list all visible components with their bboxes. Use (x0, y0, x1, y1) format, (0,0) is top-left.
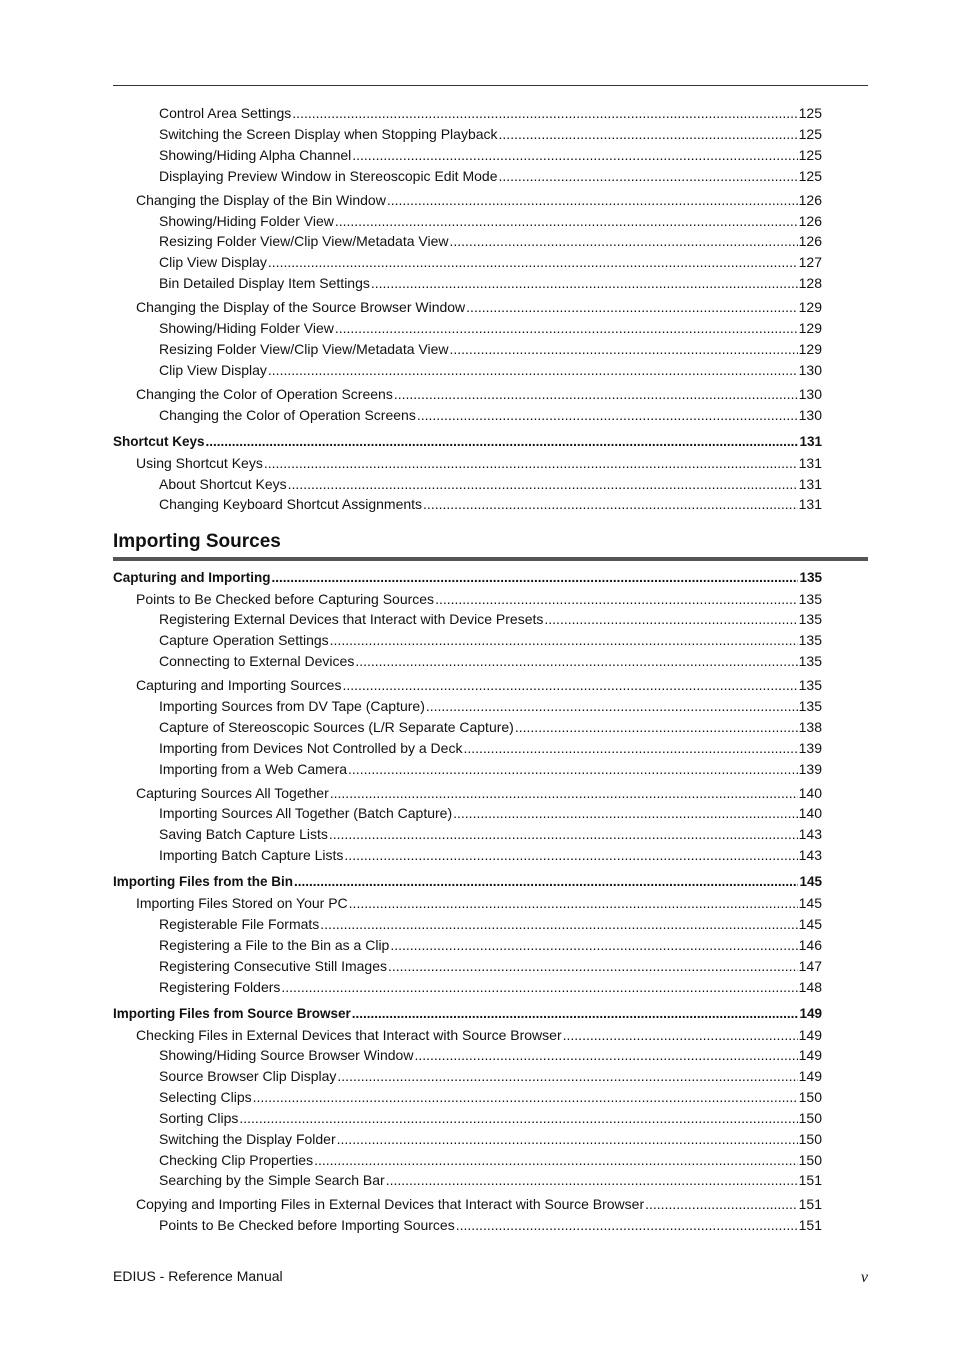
toc-entry-page: 135 (798, 632, 822, 648)
toc-entry-title: Source Browser Clip Display (159, 1068, 337, 1084)
toc-entry-page: 126 (798, 192, 822, 208)
toc-subentry[interactable] (159, 1150, 822, 1170)
toc-entry-page: 135 (798, 611, 822, 627)
toc-entry-title: Changing the Display of the Source Browser Window (136, 299, 466, 315)
toc-entry-page: 139 (798, 761, 822, 777)
toc-entry-page: 145 (799, 874, 822, 889)
toc-entry-title: Capture of Stereoscopic Sources (L/R Separate Capture) (159, 719, 514, 735)
toc-entry[interactable] (136, 453, 822, 473)
toc-entry-title: Changing Keyboard Shortcut Assignments (159, 496, 423, 512)
toc-leader-dots (335, 211, 798, 231)
toc-entry-title: Checking Files in External Devices that Interact with Source Browser (136, 1027, 562, 1043)
toc-subentry[interactable] (159, 1066, 822, 1086)
toc-leader-dots (330, 783, 798, 803)
toc-entry-title: Checking Clip Properties (159, 1152, 314, 1168)
toc-entry-title: Displaying Preview Window in Stereoscopic Edit Mode (159, 168, 498, 184)
toc-subentry[interactable] (159, 1108, 822, 1128)
toc-entry-title: Importing Sources from DV Tape (Capture) (159, 698, 425, 714)
toc-entry-page: 131 (798, 496, 822, 512)
toc-entry-page: 143 (798, 847, 822, 863)
toc-entry-title: Bin Detailed Display Item Settings (159, 275, 370, 291)
toc-subentry[interactable] (159, 231, 822, 251)
toc-heading-entry[interactable] (113, 872, 822, 892)
toc-leader-dots (645, 1194, 798, 1214)
toc-leader-dots (344, 845, 797, 865)
toc-leader-dots (337, 1129, 798, 1149)
toc-entry-page: 130 (798, 362, 822, 378)
toc-entry-title: Capturing and Importing (113, 570, 271, 585)
toc-entry-title: Switching the Screen Display when Stopping Playback (159, 126, 498, 142)
toc-entry-page: 125 (798, 147, 822, 163)
toc-entry-title: Points to Be Checked before Importing Sources (159, 1217, 455, 1233)
toc-subentry[interactable] (159, 145, 822, 165)
toc-subentry[interactable] (159, 252, 822, 272)
toc-leader-dots (206, 432, 799, 452)
toc-entry-page: 135 (798, 591, 822, 607)
toc-leader-dots (563, 1025, 798, 1045)
toc-entry-title: Registering a File to the Bin as a Clip (159, 937, 390, 953)
toc-entry-title: Importing Files Stored on Your PC (136, 895, 348, 911)
toc-entry-title: About Shortcut Keys (159, 476, 287, 492)
toc-entry-page: 150 (798, 1152, 822, 1168)
toc-entry-page: 143 (798, 826, 822, 842)
toc-subentry[interactable] (159, 651, 822, 671)
toc-entry-title: Registering External Devices that Interact with Device Presets (159, 611, 544, 627)
toc-entry-title: Selecting Clips (159, 1089, 252, 1105)
toc-heading-entry[interactable] (113, 1004, 822, 1024)
toc-subentry[interactable] (159, 738, 822, 758)
toc-leader-dots (352, 145, 797, 165)
toc-subentry[interactable] (159, 494, 822, 514)
toc-entry-title: Control Area Settings (159, 105, 292, 121)
toc-subentry[interactable] (159, 360, 822, 380)
toc-leader-dots (342, 675, 797, 695)
toc-leader-dots (387, 190, 798, 210)
section-heading: Importing Sources (113, 531, 281, 552)
toc-subentry[interactable] (159, 318, 822, 338)
toc-leader-dots (281, 977, 797, 997)
toc-leader-dots (423, 494, 798, 514)
toc-subentry[interactable] (159, 845, 822, 865)
toc-entry-title: Capturing and Importing Sources (136, 677, 342, 693)
toc-subentry[interactable] (159, 339, 822, 359)
toc-subentry[interactable] (159, 273, 822, 293)
toc-entry-title: Searching by the Simple Search Bar (159, 1172, 385, 1188)
toc-leader-dots (449, 339, 797, 359)
toc-entry-page: 131 (798, 476, 822, 492)
toc-leader-dots (329, 824, 798, 844)
toc-subentry[interactable] (159, 696, 822, 716)
top-rule (113, 85, 868, 86)
toc-entry-page: 151 (798, 1217, 822, 1233)
toc-leader-dots (386, 1170, 798, 1190)
toc-entry-title: Clip View Display (159, 254, 267, 270)
toc-entry-page: 150 (798, 1131, 822, 1147)
toc-entry-title: Showing/Hiding Folder View (159, 320, 334, 336)
toc-subentry[interactable] (159, 103, 822, 123)
toc-entry-title: Changing the Color of Operation Screens (159, 407, 416, 423)
toc-entry-title: Showing/Hiding Alpha Channel (159, 147, 352, 163)
toc-entry[interactable] (136, 675, 822, 695)
toc-entry-title: Copying and Importing Files in External Devices that Interact with Source Browser (136, 1196, 645, 1212)
toc-entry-title: Sorting Clips (159, 1110, 239, 1126)
toc-entry-title: Shortcut Keys (113, 434, 205, 449)
toc-entry-page: 129 (798, 320, 822, 336)
toc-subentry[interactable] (159, 717, 822, 737)
toc-entry-page: 149 (798, 1047, 822, 1063)
toc-entry-page: 130 (798, 407, 822, 423)
toc-entry-page: 135 (798, 677, 822, 693)
toc-leader-dots (453, 803, 798, 823)
toc-entry-page: 128 (798, 275, 822, 291)
toc-entry[interactable] (136, 783, 822, 803)
toc-leader-dots (466, 297, 797, 317)
toc-leader-dots (294, 872, 798, 892)
toc-subentry[interactable] (159, 1170, 822, 1190)
toc-leader-dots (435, 589, 798, 609)
toc-leader-dots (394, 384, 798, 404)
toc-leader-dots (335, 318, 798, 338)
toc-leader-dots (292, 103, 797, 123)
toc-entry-title: Registering Consecutive Still Images (159, 958, 387, 974)
toc-entry[interactable] (136, 1194, 822, 1214)
toc-subentry[interactable] (159, 1215, 822, 1235)
toc-leader-dots (320, 914, 797, 934)
toc-entry-page: 125 (798, 105, 822, 121)
toc-subentry[interactable] (159, 405, 822, 425)
toc-leader-dots (456, 1215, 798, 1235)
toc-leader-dots (264, 453, 798, 473)
toc-heading-entry[interactable] (113, 432, 822, 452)
toc-entry-page: 145 (798, 916, 822, 932)
toc-entry-page: 125 (798, 168, 822, 184)
toc-entry[interactable] (136, 1025, 822, 1045)
toc-leader-dots (426, 696, 798, 716)
toc-leader-dots (371, 273, 798, 293)
toc-entry-page: 151 (798, 1196, 822, 1212)
toc-entry[interactable] (136, 190, 822, 210)
toc-entry-page: 127 (798, 254, 822, 270)
toc-entry-title: Importing Files from the Bin (113, 874, 294, 889)
toc-subentry[interactable] (159, 1045, 822, 1065)
toc-entry-page: 149 (798, 1027, 822, 1043)
toc-leader-dots (449, 231, 797, 251)
toc-entry-page: 135 (798, 653, 822, 669)
toc-subentry[interactable] (159, 914, 822, 934)
toc-entry-page: 125 (798, 126, 822, 142)
toc-leader-dots (355, 651, 797, 671)
toc-leader-dots (337, 1066, 797, 1086)
toc-subentry[interactable] (159, 956, 822, 976)
toc-leader-dots (288, 474, 798, 494)
toc-entry-title: Importing Sources All Together (Batch Capture) (159, 805, 453, 821)
toc-leader-dots (268, 360, 798, 380)
toc-entry-title: Points to Be Checked before Capturing Sources (136, 591, 435, 607)
toc-entry-title: Changing the Color of Operation Screens (136, 386, 393, 402)
toc-entry-page: 148 (798, 979, 822, 995)
toc-entry-title: Changing the Display of the Bin Window (136, 192, 386, 208)
toc-entry-title: Using Shortcut Keys (136, 455, 263, 471)
toc-entry-title: Resizing Folder View/Clip View/Metadata View (159, 341, 449, 357)
toc-entry-page: 150 (798, 1089, 822, 1105)
toc-leader-dots (498, 166, 797, 186)
toc-entry-page: 129 (798, 341, 822, 357)
toc-leader-dots (390, 935, 797, 955)
toc-entry-title: Showing/Hiding Folder View (159, 213, 334, 229)
toc-leader-dots (253, 1087, 798, 1107)
section-rule (113, 557, 868, 561)
toc-leader-dots (272, 568, 799, 588)
toc-leader-dots (349, 893, 798, 913)
toc-leader-dots (352, 1004, 799, 1024)
toc-entry-title: Clip View Display (159, 362, 267, 378)
toc-leader-dots (499, 124, 798, 144)
toc-subentry[interactable] (159, 609, 822, 629)
toc-leader-dots (388, 956, 798, 976)
toc-leader-dots (330, 630, 798, 650)
toc-entry-page: 149 (799, 1006, 822, 1021)
toc-entry-title: Importing from Devices Not Controlled by a Deck (159, 740, 463, 756)
toc-entry-page: 131 (798, 455, 822, 471)
toc-entry[interactable] (136, 384, 822, 404)
toc-entry-page: 146 (798, 937, 822, 953)
toc-entry-title: Importing from a Web Camera (159, 761, 348, 777)
toc-entry-page: 140 (798, 805, 822, 821)
toc-entry-title: Registerable File Formats (159, 916, 320, 932)
toc-leader-dots (268, 252, 798, 272)
toc-subentry[interactable] (159, 759, 822, 779)
toc-entry-page: 135 (798, 698, 822, 714)
toc-entry-title: Connecting to External Devices (159, 653, 355, 669)
toc-entry-page: 126 (798, 213, 822, 229)
toc-entry-page: 129 (798, 299, 822, 315)
toc-entry-page: 151 (798, 1172, 822, 1188)
toc-subentry[interactable] (159, 1087, 822, 1107)
toc-entry-page: 149 (798, 1068, 822, 1084)
toc-entry-page: 145 (798, 895, 822, 911)
toc-leader-dots (463, 738, 797, 758)
toc-leader-dots (414, 1045, 797, 1065)
footer-page-number: v (860, 1269, 868, 1286)
toc-subentry[interactable] (159, 166, 822, 186)
toc-subentry[interactable] (159, 935, 822, 955)
toc-leader-dots (417, 405, 798, 425)
toc-subentry[interactable] (159, 124, 822, 144)
toc-entry-page: 131 (799, 434, 822, 449)
toc-subentry[interactable] (159, 977, 822, 997)
toc-entry-page: 130 (798, 386, 822, 402)
toc-entry[interactable] (136, 589, 822, 609)
toc-entry-title: Importing Files from Source Browser (113, 1006, 351, 1021)
toc-heading-entry[interactable] (113, 568, 822, 588)
toc-leader-dots (239, 1108, 797, 1128)
toc-subentry[interactable] (159, 824, 822, 844)
toc-entry-page: 147 (798, 958, 822, 974)
toc-entry-page: 135 (799, 570, 822, 585)
toc-entry-title: Importing Batch Capture Lists (159, 847, 344, 863)
toc-entry-title: Showing/Hiding Source Browser Window (159, 1047, 414, 1063)
toc-entry-page: 138 (798, 719, 822, 735)
toc-entry-title: Saving Batch Capture Lists (159, 826, 328, 842)
toc-entry-page: 126 (798, 233, 822, 249)
toc-subentry[interactable] (159, 803, 822, 823)
toc-entry[interactable] (136, 297, 822, 317)
toc-entry-title: Resizing Folder View/Clip View/Metadata View (159, 233, 449, 249)
toc-entry-page: 139 (798, 740, 822, 756)
toc-leader-dots (314, 1150, 798, 1170)
toc-entry-title: Capturing Sources All Together (136, 785, 329, 801)
toc-entry-title: Capture Operation Settings (159, 632, 329, 648)
toc-entry-title: Registering Folders (159, 979, 281, 995)
toc-leader-dots (515, 717, 798, 737)
toc-subentry[interactable] (159, 474, 822, 494)
toc-entry-page: 140 (798, 785, 822, 801)
toc-entry-page: 150 (798, 1110, 822, 1126)
footer-manual-title: EDIUS - Reference Manual (113, 1268, 283, 1284)
toc-subentry[interactable] (159, 1129, 822, 1149)
toc-entry[interactable] (136, 893, 822, 913)
toc-subentry[interactable] (159, 630, 822, 650)
toc-leader-dots (544, 609, 797, 629)
toc-leader-dots (348, 759, 798, 779)
toc-entry-title: Switching the Display Folder (159, 1131, 336, 1147)
toc-subentry[interactable] (159, 211, 822, 231)
